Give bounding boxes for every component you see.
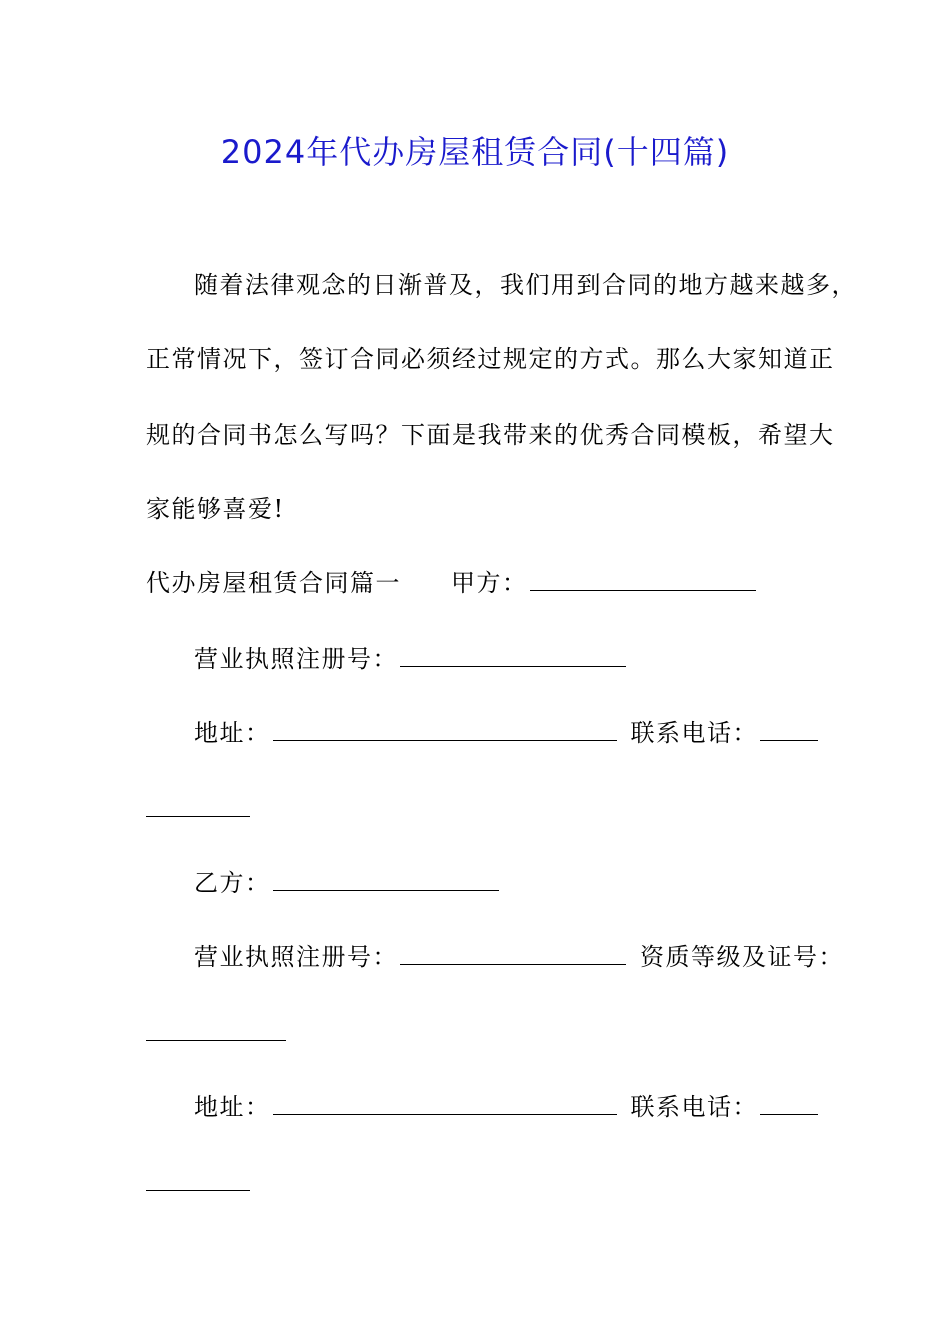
party-a-address-row — [194, 716, 820, 750]
license-blank-b — [400, 944, 626, 965]
intro-line-3: 规的合同书怎么写吗？下面是我带来的优秀合同模板，希望大 — [146, 421, 835, 449]
phone-blank-continued — [146, 796, 250, 817]
address-label: 地址： — [194, 719, 271, 747]
section-heading: 代办房屋租赁合同篇一 — [146, 569, 401, 597]
document-title: 2024年代办房屋租赁合同(十四篇) — [220, 133, 730, 171]
phone-blank-b — [760, 1094, 818, 1115]
section-heading-row — [146, 566, 758, 600]
address-label-b: 地址： — [194, 1093, 271, 1121]
business-license-label-b: 营业执照注册号： — [194, 943, 398, 971]
license-blank — [400, 646, 626, 667]
qualification-blank — [146, 1020, 286, 1041]
phone-label: 联系电话： — [630, 719, 758, 747]
party-b-blank — [273, 870, 499, 891]
party-a-phone-continuation — [146, 792, 252, 826]
intro-line-1: 随着法律观念的日渐普及，我们用到合同的地方越来越多， — [194, 271, 857, 299]
phone-blank-b-continued — [146, 1170, 250, 1191]
phone-label-b: 联系电话： — [630, 1093, 758, 1121]
address-blank-b — [273, 1094, 617, 1115]
party-b-license-row — [194, 940, 844, 974]
party-b-phone-continuation — [146, 1166, 252, 1200]
party-b-address-row — [194, 1090, 820, 1124]
phone-blank — [760, 720, 818, 741]
party-a-label: 甲方： — [451, 569, 528, 597]
business-license-label: 营业执照注册号： — [194, 645, 398, 673]
party-a-license-row — [194, 642, 628, 676]
party-a-blank — [530, 570, 756, 591]
party-b-label: 乙方： — [194, 869, 271, 897]
party-b-row — [194, 866, 501, 900]
intro-line-4: 家能够喜爱! — [146, 495, 285, 523]
address-blank — [273, 720, 617, 741]
qualification-label: 资质等级及证号： — [640, 943, 844, 971]
intro-line-2: 正常情况下，签订合同必须经过规定的方式。那么大家知道正 — [146, 345, 835, 373]
qualification-continuation — [146, 1016, 288, 1050]
